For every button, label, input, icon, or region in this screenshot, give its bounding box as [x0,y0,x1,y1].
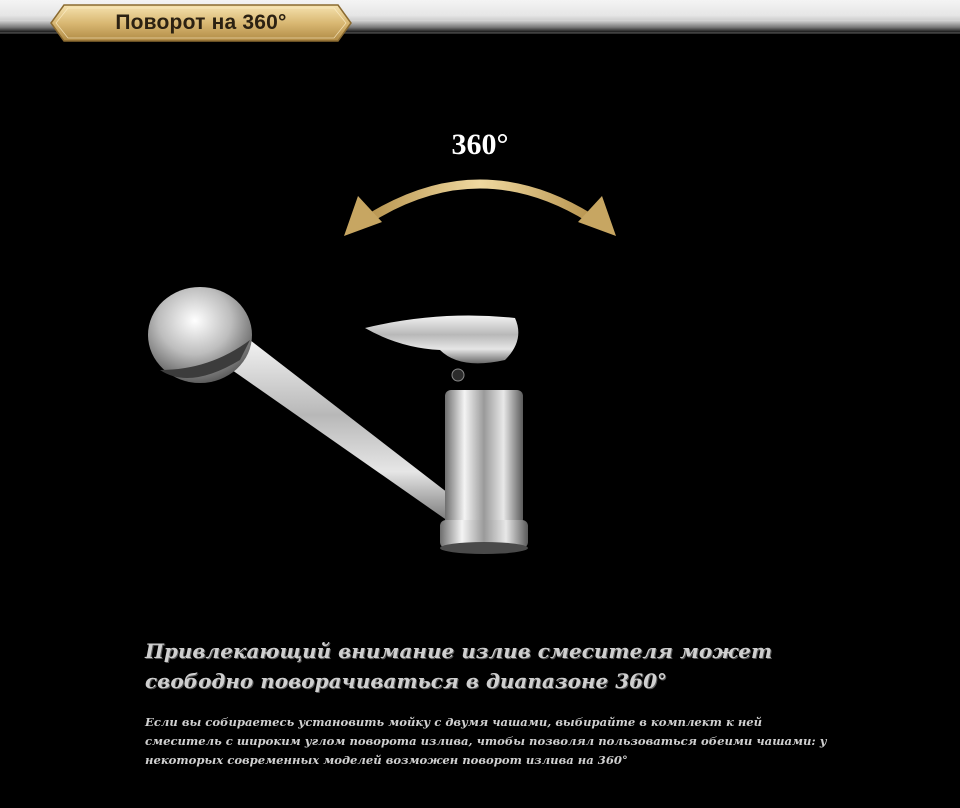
faucet-icon [140,280,550,570]
section-title: Поворот на 360° [115,11,287,34]
section-badge [50,4,352,42]
description-text: Если вы собираетесь установить мойку с двумя чашами, выбирайте в комплект к ней смеситель с широким углом поворота излива, чтобы позволял пользоваться обеими чашами: у некоторых современных моделей возможен поворот излива на 360° [145,715,827,767]
headline [145,636,845,696]
rotation-degrees-label: 360° [451,128,509,161]
curved-double-arrow-icon [330,160,630,250]
headline-line-1: Привлекающий внимание излив смесителя может [145,639,773,663]
headline-line-2: свободно поворачиваться в диапазоне 360° [145,669,667,693]
